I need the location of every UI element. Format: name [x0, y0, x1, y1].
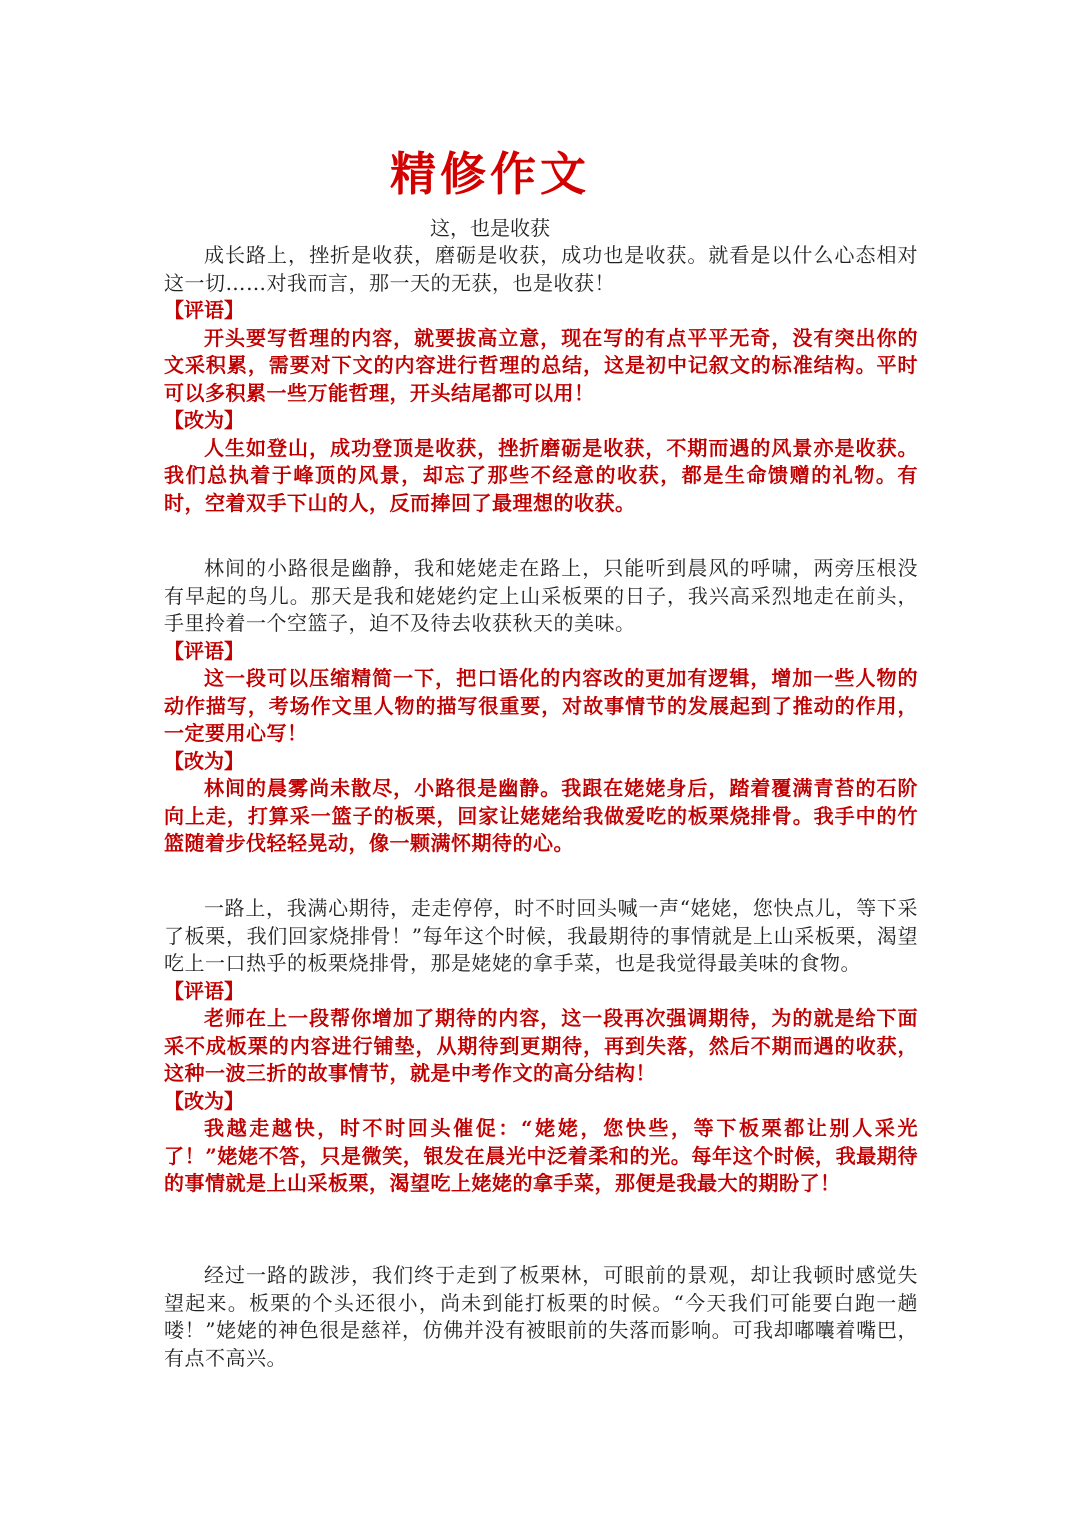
original-paragraph: 林间的小路很是幽静，我和姥姥走在路上，只能听到晨风的呼啸，两旁压根没有早起的鸟儿。那天是我和姥姥约定上山采板栗的日子，我兴高采烈地走在前头，手里拎着一个空篮子，迫不及待去收获秋天的美味。 [164, 556, 918, 635]
revised-paragraph: 林间的晨雾尚未散尽，小路很是幽静。我跟在姥姥身后，踏着覆满青苔的石阶向上走，打算采一篮子的板栗，回家让姥姥给我做爱吃的板栗烧排骨。我手中的竹篮随着步伐轻轻晃动，像一颗满怀期待的心。 [164, 776, 918, 855]
essay-section-4 [164, 1262, 918, 1372]
essay-section-2 [164, 555, 918, 858]
comment-paragraph: 老师在上一段帮你增加了期待的内容，这一段再次强调期待，为的就是给下面采不成板栗的内容进行铺垫，从期待到更期待，再到失落，然后不期而遇的收获，这种一波三折的故事情节，就是中考作文的高分结构！ [164, 1006, 918, 1085]
revised-paragraph: 人生如登山，成功登顶是收获，挫折磨砺是收获，不期而遇的风景亦是收获。我们总执着于峰顶的风景，却忘了那些不经意的收获，都是生命馈赠的礼物。有时，空着双手下山的人，反而捧回了最理想的收获。 [164, 435, 918, 515]
original-paragraph: 成长路上，挫折是收获，磨砺是收获，成功也是收获。就看是以什么心态相对这一切……对我而言，那一天的无获，也是收获！ [164, 243, 918, 295]
comment-label: 【评语】 [164, 978, 244, 1003]
comment-label: 【评语】 [164, 298, 244, 322]
revise-label: 【改为】 [164, 1088, 244, 1113]
revise-label: 【改为】 [164, 408, 244, 432]
comment-paragraph: 这一段可以压缩精简一下，把口语化的内容改的更加有逻辑，增加一些人物的动作描写，考场作文里人物的描写很重要，对故事情节的发展起到了推动的作用，一定要用心写！ [164, 666, 918, 745]
comment-paragraph: 开头要写哲理的内容，就要拔高立意，现在写的有点平平无奇，没有突出你的文采积累，需要对下文的内容进行哲理的总结，这是初中记叙文的标准结构。平时可以多积累一些万能哲理，开头结尾都可以用！ [164, 325, 918, 405]
original-paragraph: 经过一路的跋涉，我们终于走到了板栗林，可眼前的景观，却让我顿时感觉失望起来。板栗的个头还很小，尚未到能打板栗的时候。“今天我们可能要白跑一趟喽！”姥姥的神色很是慈祥，仿佛并没有被眼前的失落而影响。可我却嘟囔着嘴巴，有点不高兴。 [164, 1263, 918, 1370]
essay-section-1 [164, 242, 918, 517]
document-title: 精修作文 [390, 147, 590, 201]
essay-section-3 [164, 895, 918, 1198]
revised-paragraph: 我越走越快，时不时回头催促：“姥姥，您快些，等下板栗都让别人采光了！”姥姥不答，只是微笑，银发在晨光中泛着柔和的光。每年这个时候，我最期待的事情就是上山采板栗，渴望吃上姥姥的拿手菜，那便是我最大的期盼了！ [164, 1116, 918, 1195]
revise-label: 【改为】 [164, 748, 244, 773]
essay-title: 这，也是收获 [430, 216, 550, 240]
original-paragraph: 一路上，我满心期待，走走停停，时不时回头喊一声“姥姥，您快点儿，等下采了板栗，我们回家烧排骨！”每年这个时候，我最期待的事情就是上山采板栗，渴望吃上一口热乎的板栗烧排骨，那是姥姥的拿手菜，也是我觉得最美味的食物。 [164, 896, 918, 975]
comment-label: 【评语】 [164, 638, 244, 663]
